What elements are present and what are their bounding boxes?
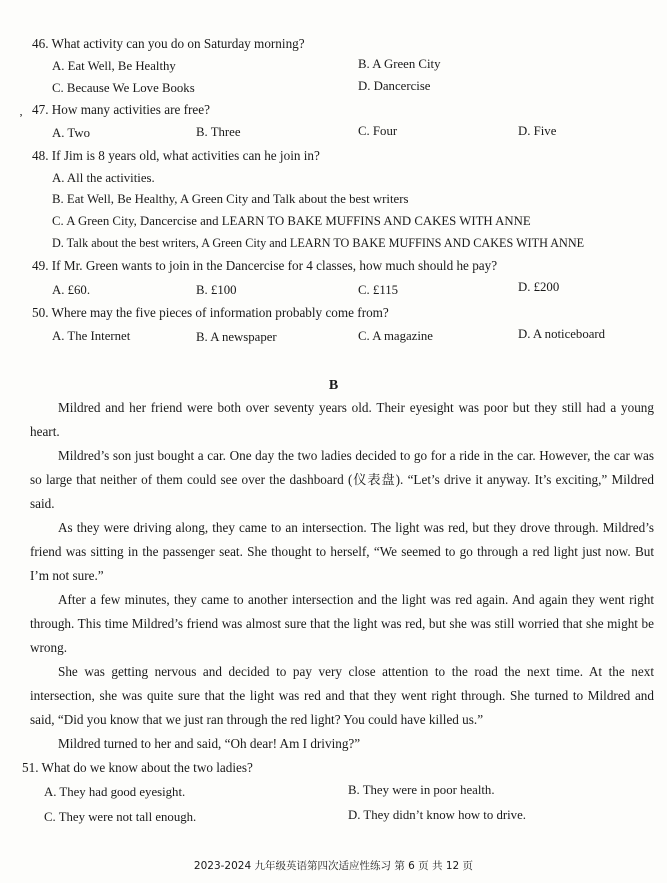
question-50-option-d: D. A noticeboard (518, 327, 606, 341)
passage-paragraph-1: Mildred and her friend were both over seventy years old. Their eyesight was poor but they still had a young heart. (30, 400, 654, 440)
question-49-option-b: B. £100 (196, 283, 237, 297)
question-51-option-d: D. They didn’t know how to drive. (348, 808, 526, 822)
question-51-option-a: A. They had good eyesight. (44, 785, 186, 799)
question-49-stem: 49. If Mr. Green wants to join in the Dancercise for 4 classes, how much should he pay? (32, 258, 498, 273)
passage-paragraph-4: After a few minutes, they came to another intersection and the light was red again. And again they went right through. This time Mildred’s friend was almost sure that the light was red, but she was still worried that she might be wrong. (30, 592, 654, 656)
question-47-option-a: A. Two (52, 126, 90, 140)
question-46-stem: 46. What activity can you do on Saturday morning? (32, 36, 305, 51)
question-49-option-a: A. £60. (52, 283, 91, 297)
margin-mark: ‚ (19, 104, 23, 118)
question-46-option-b: B. A Green City (358, 57, 441, 71)
question-47-option-d: D. Five (518, 124, 557, 138)
question-50-stem: 50. Where may the five pieces of information probably come from? (32, 305, 389, 320)
question-46-option-a: A. Eat Well, Be Healthy (52, 59, 176, 73)
passage-paragraph-6: Mildred turned to her and said, “Oh dear! Am I driving?” (58, 736, 361, 751)
question-46-option-c: C. Because We Love Books (52, 81, 195, 95)
passage-paragraph-2: Mildred’s son just bought a car. One day the two ladies decided to go for a ride in the car. However, the car was so large that neither of them could see over the dashboard (仪表盘). “Let’s drive it anyway. It’s exciting,” Mildred said. (30, 448, 654, 512)
question-49-option-c: C. £115 (358, 283, 399, 297)
question-48-option-c: C. A Green City, Dancercise and LEARN TO BAKE MUFFINS AND CAKES WITH ANNE (52, 214, 531, 228)
question-50-option-b: B. A newspaper (196, 330, 277, 344)
passage-paragraph-3: As they were driving along, they came to an intersection. The light was red, but they drove through. Mildred’s friend was sitting in the passenger seat. She thought to herself, “We seemed to go through a red light just now. But I’m not sure.” (30, 520, 654, 584)
question-46-option-d: D. Dancercise (358, 79, 431, 93)
section-b-title: B (328, 378, 339, 393)
question-50-option-a: A. The Internet (52, 329, 131, 343)
question-51-option-c: C. They were not tall enough. (44, 810, 197, 824)
question-50-option-c: C. A magazine (358, 329, 433, 343)
question-51-option-b: B. They were in poor health. (348, 783, 495, 797)
question-48-option-b: B. Eat Well, Be Healthy, A Green City and Talk about the best writers (52, 192, 409, 206)
question-47-stem: 47. How many activities are free? (32, 102, 210, 117)
question-49-option-d: D. £200 (518, 280, 560, 294)
question-47-option-c: C. Four (358, 124, 398, 138)
page-footer: 2023-2024 九年级英语第四次适应性练习 第 6 页 共 12 页 (193, 860, 474, 872)
question-51-stem: 51. What do we know about the two ladies? (22, 760, 253, 775)
passage-paragraph-5: She was getting nervous and decided to pay very close attention to the road the next time. At the next intersection, she was quite sure that the light was red and that they went right through. She turned to Mildred and said, “Did you know that we just ran through the red light? You could have killed us.” (30, 664, 654, 728)
question-48-option-d: D. Talk about the best writers, A Green City and LEARN TO BAKE MUFFINS AND CAKES WITH ANNE (52, 236, 585, 250)
question-47-option-b: B. Three (196, 125, 241, 139)
question-48-option-a: A. All the activities. (52, 171, 155, 185)
question-48-stem: 48. If Jim is 8 years old, what activities can he join in? (32, 148, 320, 163)
